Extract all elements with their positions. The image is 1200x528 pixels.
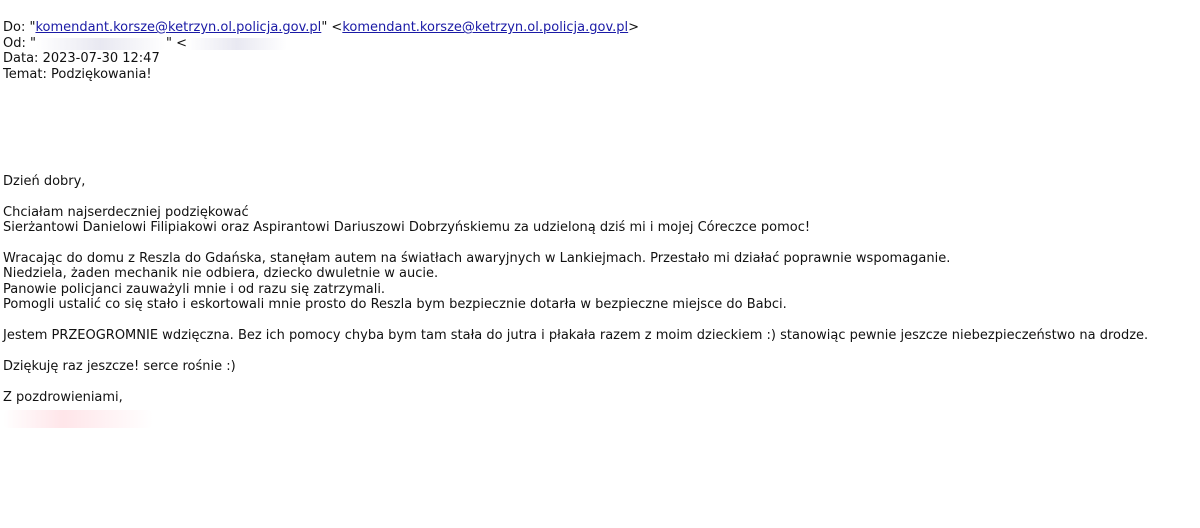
to-label: Do: — [3, 20, 26, 35]
header-to: Do: "komendant.korsze@ketrzyn.ol.policja.gov.pl" <komendant.korsze@ketrzyn.ol.policja.gov.pl> — [3, 20, 640, 35]
subject-value: Podziękowania! — [50, 67, 152, 82]
to-address-link[interactable]: komendant.korsze@ketrzyn.ol.policja.gov.pl — [342, 20, 629, 35]
body-line: Chciałam najserdeczniej podziękować — [3, 205, 249, 220]
date-value: 2023-07-30 12:47 — [42, 51, 160, 66]
from-address-redaction — [187, 38, 287, 50]
body-line: Jestem PRZEOGROMNIE wdzięczna. Bez ich pomocy chyba bym tam stała do jutra i płakała razem z moim dzieckiem :) stanowiąc pewnie jeszcze niebezpieczeństwo na drodze. — [3, 328, 1149, 343]
body-line: Pomogli ustalić co się stało i eskortowali mnie prosto do Reszla bym bezpiecznie dotarła w bezpieczne miejsce do Babci. — [3, 297, 787, 312]
body-line: Panowie policjanci zauważyli mnie i od razu się zatrzymali. — [3, 282, 386, 297]
header-subject — [3, 67, 152, 83]
body-line: Dziękuję raz jeszcze! serce rośnie :) — [3, 359, 236, 374]
signature-redaction — [3, 410, 153, 428]
from-name-redaction — [36, 38, 166, 50]
greeting: Dzień dobry, — [3, 174, 86, 189]
header-date — [3, 51, 160, 67]
date-label: Data: — [3, 51, 39, 66]
to-display-name-link[interactable]: komendant.korsze@ketrzyn.ol.policja.gov.pl — [35, 20, 322, 35]
body-line: Niedziela, żaden mechanik nie odbiera, dziecko dwuletnie w aucie. — [3, 266, 439, 281]
subject-label: Temat: — [3, 67, 47, 82]
closing: Z pozdrowieniami, — [3, 390, 123, 405]
from-label: Od: — [3, 36, 26, 51]
body-line: Wracając do domu z Reszla do Gdańska, stanęłam autem na światłach awaryjnych w Lankiejmach. Przestało mi działać poprawnie wspomaganie. — [3, 251, 951, 266]
body-line: Sierżantowi Danielowi Filipiakowi oraz Aspirantowi Dariuszowi Dobrzyńskiemu za udzieloną dziś mi i mojej Córeczce pomoc! — [3, 220, 811, 235]
header-from: Od: " " < — [3, 36, 287, 52]
